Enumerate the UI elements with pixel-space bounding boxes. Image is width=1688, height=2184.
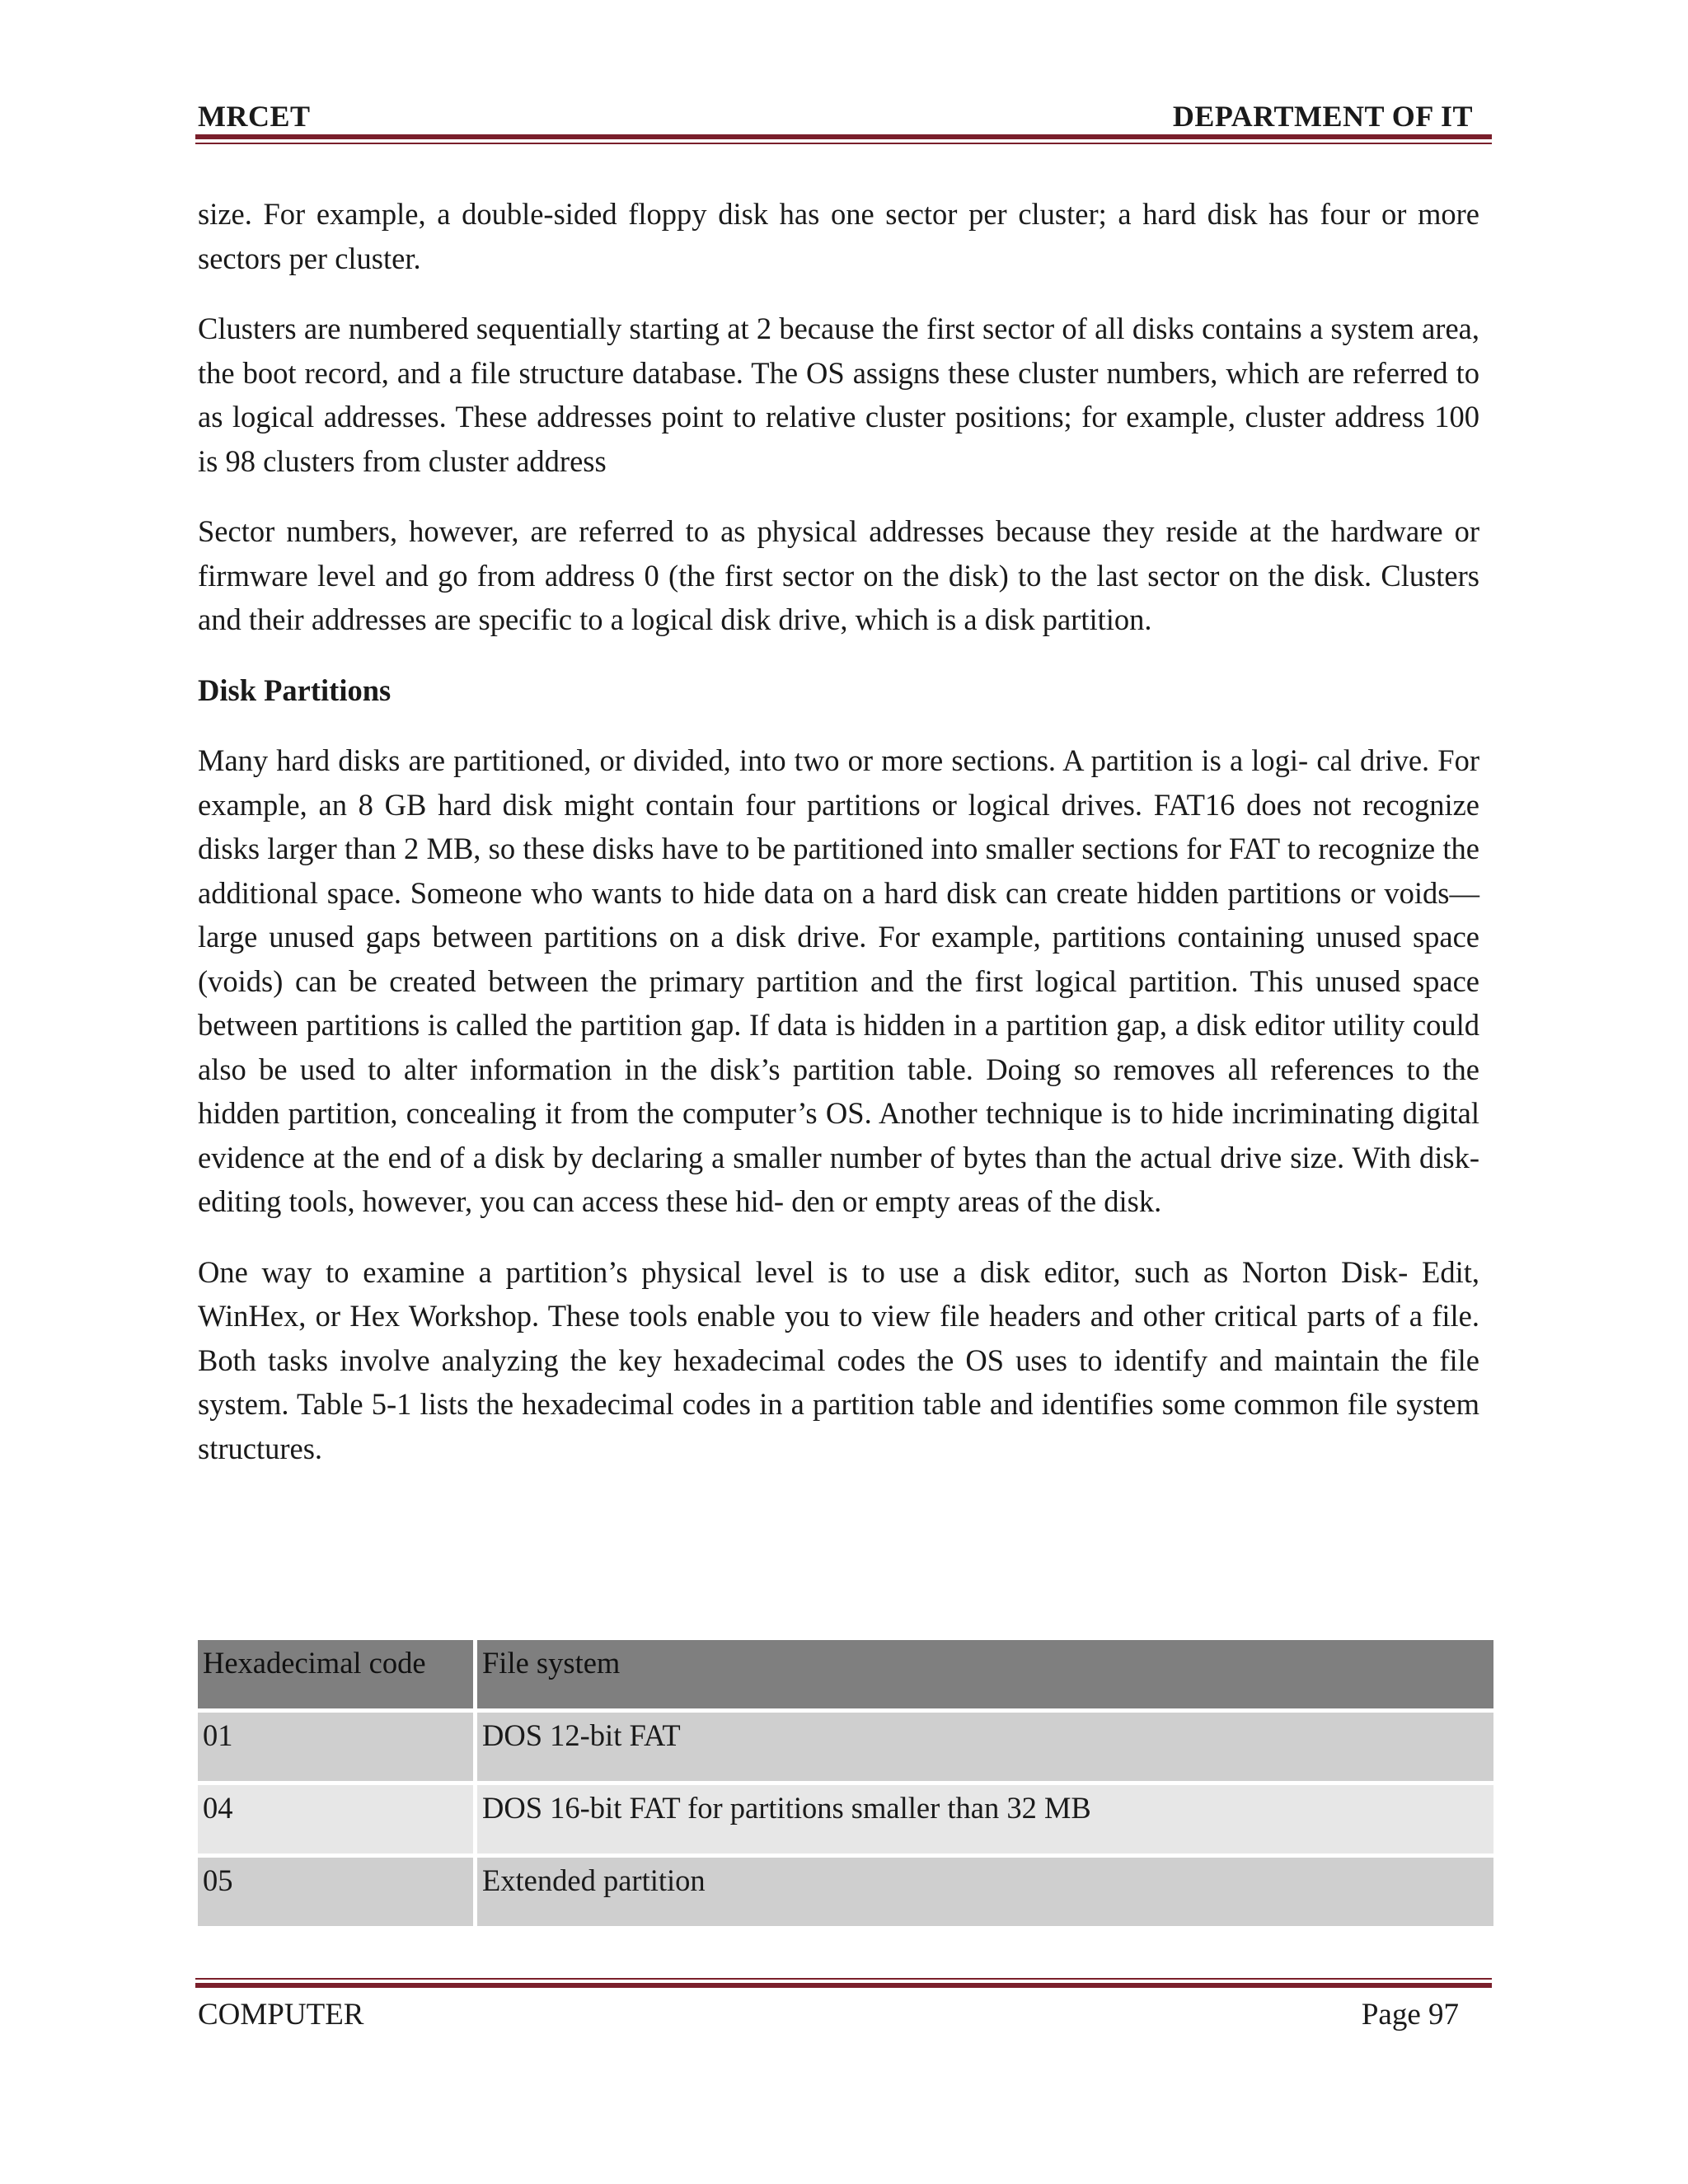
table-header-cell: Hexadecimal code — [198, 1640, 477, 1713]
header-rule-thin — [195, 143, 1492, 144]
header-rule-thick — [195, 134, 1492, 139]
page-body — [198, 192, 1479, 1497]
footer-subject: COMPUTER — [198, 1998, 364, 2032]
table-cell-filesystem: DOS 12-bit FAT — [477, 1713, 1493, 1785]
page-number: Page 97 — [1361, 1998, 1459, 2032]
paragraph-cluster-size: size. For example, a double-sided floppy disk has one sector per cluster; a hard disk has four or more sectors per cluster. — [198, 197, 1479, 275]
table-header-cell: File system — [477, 1640, 1493, 1713]
table-header-row — [198, 1640, 1493, 1713]
paragraph-disk-editor: One way to examine a partition’s physical level is to use a disk editor, such as Norton Disk- Edit, WinHex, or Hex Workshop. These tools enable you to view file headers and other critical parts of a file. Both tasks involve analyzing the key hexadecimal codes the OS uses to identify and maintain the file system. Table 5-1 lists the hexadecimal codes in a partition table and identifies some common file system structures. — [198, 1254, 1479, 1465]
section-heading: Disk Partitions — [198, 673, 392, 707]
table-cell-filesystem: DOS 16-bit FAT for partitions smaller than 32 MB — [477, 1785, 1493, 1858]
hex-code-table — [198, 1640, 1493, 1930]
header-institution: MRCET — [198, 100, 311, 133]
footer-rule-thick — [195, 1983, 1492, 1988]
page-header — [198, 99, 1473, 137]
footer-rule-thin — [195, 1978, 1492, 1980]
table-cell-code: 05 — [198, 1858, 477, 1930]
table-row — [198, 1713, 1493, 1785]
table-cell-code: 01 — [198, 1713, 477, 1785]
paragraph-disk-partitions: Many hard disks are partitioned, or divided, into two or more sections. A partition is a logi- cal drive. For example, an 8 GB hard disk might contain four partitions or logical drives. FAT16 does not recognize disks larger than 2 MB, so these disks have to be partitioned into smaller sections for FAT to recognize the additional space. Someone who wants to hide data on a hard disk can create hidden partitions or voids—large unused gaps between partitions on a disk drive. For example, partitions containing unused space (voids) can be created between the primary partition and the first logical partition. This unused space between partitions is called the partition gap. If data is hidden in a partition gap, a disk editor utility could also be used to alter information in the disk’s partition table. Doing so removes all references to the hidden partition, concealing it from the computer’s OS. Another technique is to hide incriminating digital evidence at the end of a disk by declaring a smaller number of bytes than the actual drive size. With disk-editing tools, however, you can access these hid- den or empty areas of the disk. — [198, 743, 1479, 1218]
table-cell-code: 04 — [198, 1785, 477, 1858]
header-department: DEPARTMENT OF IT — [1172, 100, 1473, 133]
paragraph-cluster-numbering: Clusters are numbered sequentially starting at 2 because the first sector of all disks contains a system area, the boot record, and a file structure database. The OS assigns these cluster numbers, which are referred to as logical addresses. These addresses point to relative cluster positions; for example, cluster address 100 is 98 clusters from cluster address — [198, 312, 1479, 478]
table-row — [198, 1785, 1493, 1858]
table-row — [198, 1858, 1493, 1930]
table-cell-filesystem: Extended partition — [477, 1858, 1493, 1930]
page-footer — [198, 1997, 1459, 2038]
paragraph-sector-numbers: Sector numbers, however, are referred to as physical addresses because they reside at the hardware or firmware level and go from address 0 (the first sector on the disk) to the last sector on the disk. Clusters and their addresses are specific to a logical disk drive, which is a disk partition. — [198, 514, 1479, 636]
